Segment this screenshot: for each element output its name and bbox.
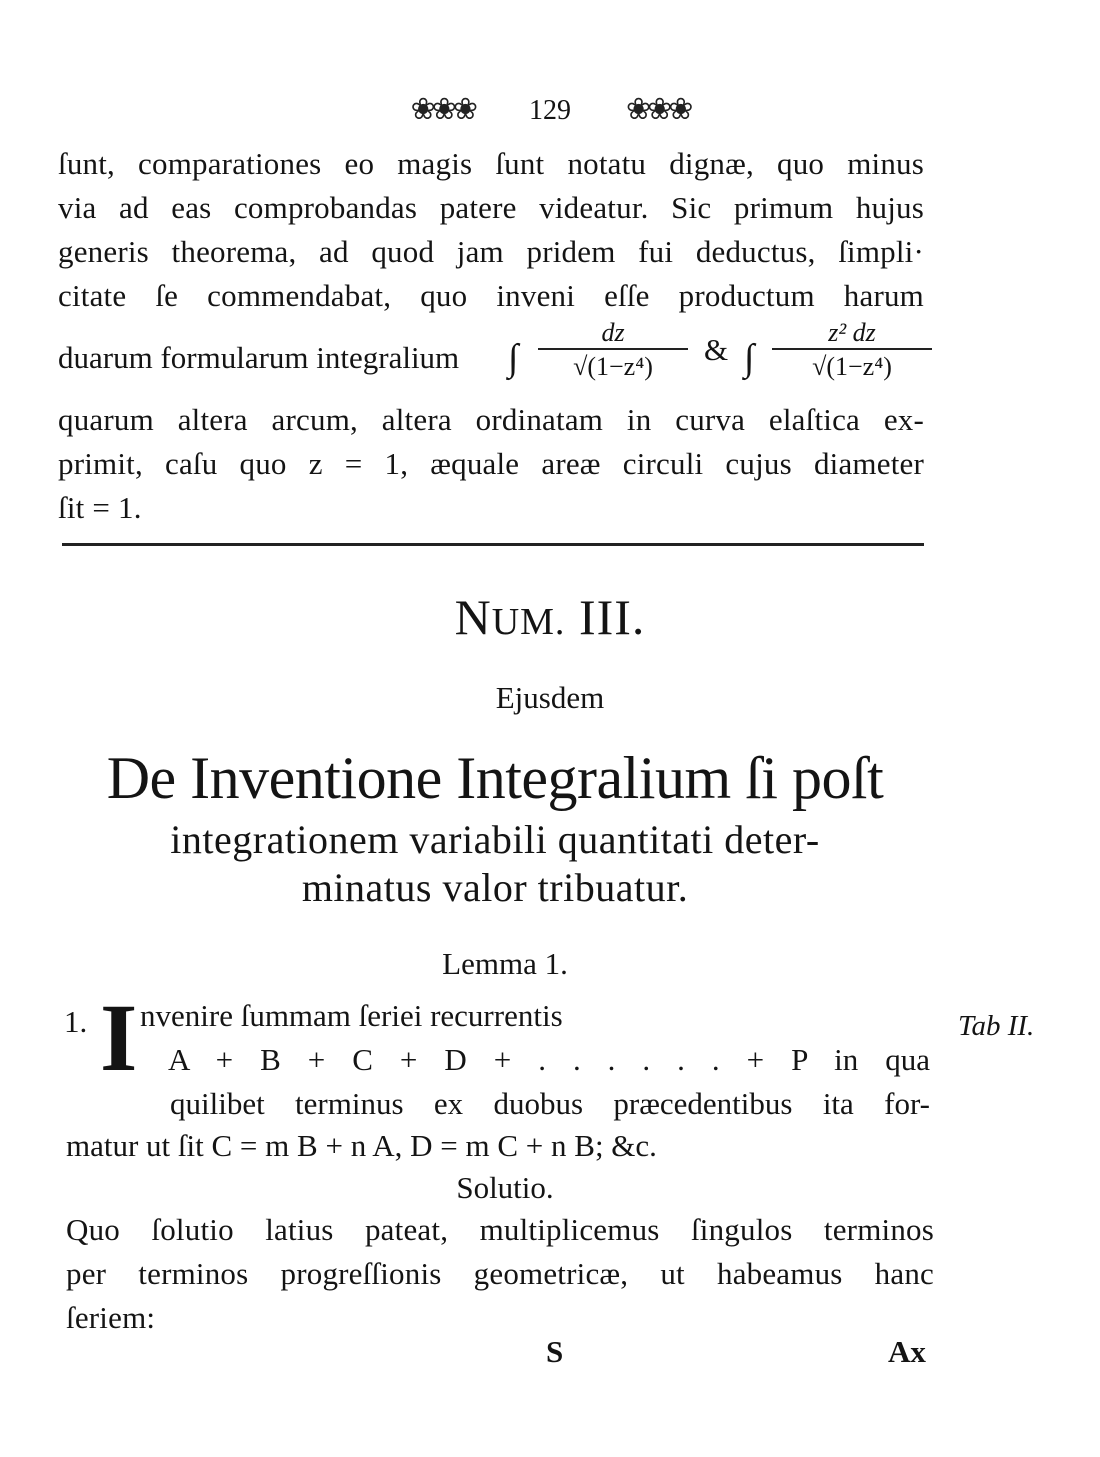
solutio-heading: Solutio. (456, 1170, 554, 1205)
fraction-1 (538, 318, 688, 382)
section-num-roman: III. (578, 589, 646, 645)
prev-paragraph-line-3: generis theorema, ad quod jam pridem fui deductus, ſimpli· (58, 234, 924, 269)
lemma-line-1: nvenire ſummam ſeriei recurrentis (140, 998, 563, 1033)
solutio-line-1: Quo ſolutio latius pateat, multiplicemus ſingulos terminos (66, 1212, 934, 1247)
solutio-line-3: ſeriem: (66, 1300, 156, 1335)
section-title-main: De Inventione Integralium ſi poſt (106, 745, 884, 811)
integral-sign-1: ∫ (508, 337, 519, 379)
solutio-line-2: per terminos progreſſionis geometricæ, ut habeamus hanc (66, 1256, 934, 1291)
fraction-2-denominator: √(1−z⁴) (772, 348, 932, 382)
section-num-smallcaps: UM. (491, 601, 566, 643)
section-divider (62, 543, 924, 546)
section-title-sub-2: minatus valor tribuatur. (301, 865, 689, 910)
formula-label: duarum formularum integralium (58, 340, 460, 375)
ornament-right: ❀❀❀ (626, 93, 690, 126)
page-number: 129 (529, 95, 571, 126)
lemma-heading: Lemma 1. (442, 946, 568, 981)
lemma-line-2: A + B + C + D + . . . . . . + P in qua (168, 1042, 930, 1077)
fraction-2 (772, 318, 932, 382)
lemma-line-4: matur ut ſit C = m B + n A, D = m C + n B; &c. (66, 1128, 657, 1163)
ejusdem-label: Ejusdem (495, 680, 605, 715)
prev-paragraph-line-4: citate ſe commendabat, quo inveni eſſe productum harum (58, 278, 924, 313)
after-formula-line-2: primit, caſu quo z = 1, æquale areæ circuli cujus diameter (58, 446, 924, 481)
lemma-line-3: quilibet terminus ex duobus præcedentibus ita for- (170, 1086, 930, 1121)
ampersand: & (704, 332, 729, 367)
fraction-2-numerator: z² dz (828, 318, 876, 347)
prev-paragraph-line-1: ſunt, comparationes eo magis ſunt notatu dignæ, quo minus (58, 146, 924, 181)
after-formula-line-3: ſit = 1. (58, 490, 142, 525)
side-note-table: Tab II. (958, 1010, 1035, 1042)
fraction-1-numerator: dz (601, 318, 625, 347)
lemma-item-number: 1. (64, 1004, 88, 1039)
fraction-1-denominator: √(1−z⁴) (538, 348, 688, 382)
section-title-sub-1: integrationem variabili quantitati deter- (170, 817, 820, 862)
after-formula-line-1: quarum altera arcum, altera ordinatam in curva elaſtica ex- (58, 402, 924, 437)
formula-line (58, 318, 938, 398)
section-number (0, 588, 1100, 646)
prev-paragraph-line-2: via ad eas comprobandas patere videatur. Sic primum hujus (58, 190, 924, 225)
ornament-left: ❀❀❀ (410, 93, 474, 126)
integral-sign-2: ∫ (744, 337, 755, 379)
page-header (0, 92, 1100, 127)
dropcap-letter: I (100, 984, 138, 1091)
signature-mark: S (546, 1334, 564, 1369)
section-num-prefix: N (454, 589, 492, 645)
catchword: Ax (888, 1334, 926, 1369)
